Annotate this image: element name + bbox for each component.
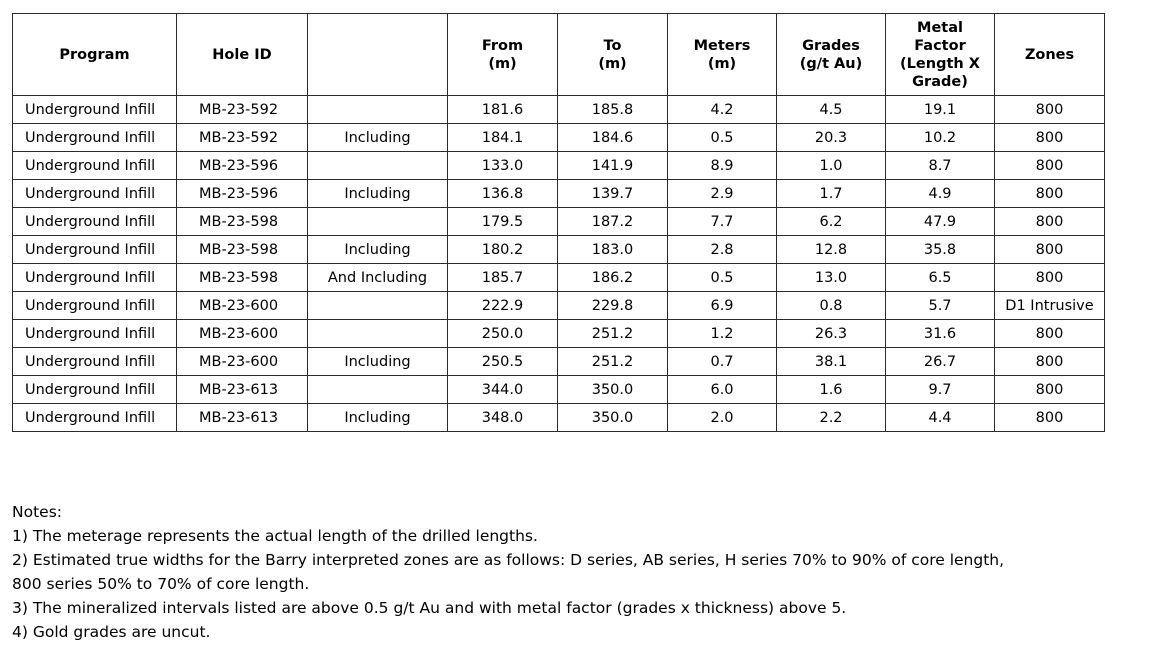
cell-grades: 20.3 (777, 124, 886, 152)
cell-metal-factor: 47.9 (886, 208, 995, 236)
cell-to: 350.0 (558, 376, 668, 404)
cell-hole-id: MB-23-598 (177, 208, 308, 236)
cell-zones: 800 (995, 320, 1105, 348)
table-body (13, 96, 1105, 432)
header-metal-factor: Metal Factor (Length X Grade) (886, 14, 995, 96)
table-row (13, 208, 1105, 236)
cell-from: 133.0 (448, 152, 558, 180)
cell-from: 180.2 (448, 236, 558, 264)
cell-metal-factor: 4.9 (886, 180, 995, 208)
cell-program: Underground Infill (13, 124, 177, 152)
cell-zones: 800 (995, 180, 1105, 208)
cell-zones: 800 (995, 376, 1105, 404)
cell-meters: 6.9 (668, 292, 777, 320)
cell-interval-note (308, 320, 448, 348)
cell-interval-note: Including (308, 124, 448, 152)
cell-meters: 0.5 (668, 264, 777, 292)
note-line-3: 800 series 50% to 70% of core length. (12, 575, 310, 593)
table-row (13, 320, 1105, 348)
cell-hole-id: MB-23-600 (177, 348, 308, 376)
cell-zones: 800 (995, 152, 1105, 180)
cell-hole-id: MB-23-592 (177, 124, 308, 152)
cell-to: 187.2 (558, 208, 668, 236)
cell-meters: 2.0 (668, 404, 777, 432)
cell-to: 229.8 (558, 292, 668, 320)
cell-to: 350.0 (558, 404, 668, 432)
cell-zones: 800 (995, 404, 1105, 432)
table-row (13, 96, 1105, 124)
cell-meters: 2.9 (668, 180, 777, 208)
notes-title: Notes: (12, 503, 62, 521)
cell-metal-factor: 26.7 (886, 348, 995, 376)
cell-meters: 0.5 (668, 124, 777, 152)
cell-hole-id: MB-23-598 (177, 264, 308, 292)
cell-meters: 1.2 (668, 320, 777, 348)
header-to: To (m) (558, 14, 668, 96)
cell-program: Underground Infill (13, 264, 177, 292)
cell-to: 185.8 (558, 96, 668, 124)
cell-from: 222.9 (448, 292, 558, 320)
header-interval-note (308, 14, 448, 96)
cell-hole-id: MB-23-600 (177, 320, 308, 348)
cell-zones: 800 (995, 264, 1105, 292)
cell-to: 183.0 (558, 236, 668, 264)
header-hole-id: Hole ID (177, 14, 308, 96)
table-row (13, 124, 1105, 152)
table-row (13, 348, 1105, 376)
cell-meters: 2.8 (668, 236, 777, 264)
cell-zones: 800 (995, 124, 1105, 152)
cell-grades: 1.7 (777, 180, 886, 208)
cell-interval-note (308, 96, 448, 124)
cell-program: Underground Infill (13, 320, 177, 348)
cell-metal-factor: 4.4 (886, 404, 995, 432)
cell-interval-note (308, 208, 448, 236)
note-line-4: 3) The mineralized intervals listed are above 0.5 g/t Au and with metal factor (grades x thickness) above 5. (12, 599, 847, 617)
header-zones: Zones (995, 14, 1105, 96)
cell-hole-id: MB-23-598 (177, 236, 308, 264)
cell-metal-factor: 10.2 (886, 124, 995, 152)
cell-zones: 800 (995, 208, 1105, 236)
cell-hole-id: MB-23-596 (177, 180, 308, 208)
cell-metal-factor: 9.7 (886, 376, 995, 404)
cell-metal-factor: 5.7 (886, 292, 995, 320)
cell-program: Underground Infill (13, 376, 177, 404)
cell-grades: 1.0 (777, 152, 886, 180)
cell-grades: 26.3 (777, 320, 886, 348)
cell-grades: 38.1 (777, 348, 886, 376)
cell-grades: 2.2 (777, 404, 886, 432)
drill-results-table-wrapper (12, 13, 1105, 432)
cell-grades: 0.8 (777, 292, 886, 320)
header-meters: Meters (m) (668, 14, 777, 96)
table-row (13, 376, 1105, 404)
cell-grades: 1.6 (777, 376, 886, 404)
note-line-1: 1) The meterage represents the actual length of the drilled lengths. (12, 527, 538, 545)
cell-interval-note: Including (308, 180, 448, 208)
cell-to: 186.2 (558, 264, 668, 292)
cell-meters: 7.7 (668, 208, 777, 236)
cell-meters: 8.9 (668, 152, 777, 180)
cell-hole-id: MB-23-596 (177, 152, 308, 180)
cell-from: 181.6 (448, 96, 558, 124)
table-row (13, 292, 1105, 320)
cell-program: Underground Infill (13, 152, 177, 180)
cell-interval-note: Including (308, 404, 448, 432)
cell-metal-factor: 31.6 (886, 320, 995, 348)
cell-hole-id: MB-23-613 (177, 376, 308, 404)
table-row (13, 264, 1105, 292)
cell-hole-id: MB-23-613 (177, 404, 308, 432)
table-header-row (13, 14, 1105, 96)
cell-program: Underground Infill (13, 208, 177, 236)
cell-interval-note: Including (308, 348, 448, 376)
cell-from: 136.8 (448, 180, 558, 208)
cell-to: 139.7 (558, 180, 668, 208)
cell-meters: 0.7 (668, 348, 777, 376)
cell-to: 251.2 (558, 320, 668, 348)
cell-grades: 4.5 (777, 96, 886, 124)
cell-interval-note: And Including (308, 264, 448, 292)
cell-program: Underground Infill (13, 292, 177, 320)
cell-metal-factor: 19.1 (886, 96, 995, 124)
cell-zones: 800 (995, 96, 1105, 124)
note-line-2: 2) Estimated true widths for the Barry interpreted zones are as follows: D series, AB series, H series 70% to 90% of core length, (12, 551, 1005, 569)
cell-from: 179.5 (448, 208, 558, 236)
cell-from: 250.5 (448, 348, 558, 376)
header-program: Program (13, 14, 177, 96)
notes-section (12, 500, 1122, 644)
cell-zones: 800 (995, 236, 1105, 264)
cell-interval-note: Including (308, 236, 448, 264)
cell-interval-note (308, 292, 448, 320)
cell-from: 250.0 (448, 320, 558, 348)
cell-zones: 800 (995, 348, 1105, 376)
cell-from: 344.0 (448, 376, 558, 404)
cell-to: 141.9 (558, 152, 668, 180)
cell-interval-note (308, 152, 448, 180)
cell-from: 185.7 (448, 264, 558, 292)
cell-meters: 4.2 (668, 96, 777, 124)
cell-from: 348.0 (448, 404, 558, 432)
cell-to: 251.2 (558, 348, 668, 376)
cell-program: Underground Infill (13, 96, 177, 124)
cell-program: Underground Infill (13, 404, 177, 432)
cell-program: Underground Infill (13, 236, 177, 264)
table-row (13, 236, 1105, 264)
cell-grades: 6.2 (777, 208, 886, 236)
cell-metal-factor: 6.5 (886, 264, 995, 292)
cell-hole-id: MB-23-592 (177, 96, 308, 124)
cell-interval-note (308, 376, 448, 404)
cell-metal-factor: 35.8 (886, 236, 995, 264)
table-row (13, 152, 1105, 180)
table-row (13, 404, 1105, 432)
header-grades: Grades (g/t Au) (777, 14, 886, 96)
cell-program: Underground Infill (13, 180, 177, 208)
drill-results-table (12, 13, 1105, 432)
cell-grades: 13.0 (777, 264, 886, 292)
cell-from: 184.1 (448, 124, 558, 152)
cell-meters: 6.0 (668, 376, 777, 404)
note-line-5: 4) Gold grades are uncut. (12, 623, 211, 641)
header-from: From (m) (448, 14, 558, 96)
table-row (13, 180, 1105, 208)
cell-zones: D1 Intrusive (995, 292, 1105, 320)
cell-program: Underground Infill (13, 348, 177, 376)
cell-to: 184.6 (558, 124, 668, 152)
cell-grades: 12.8 (777, 236, 886, 264)
cell-hole-id: MB-23-600 (177, 292, 308, 320)
cell-metal-factor: 8.7 (886, 152, 995, 180)
